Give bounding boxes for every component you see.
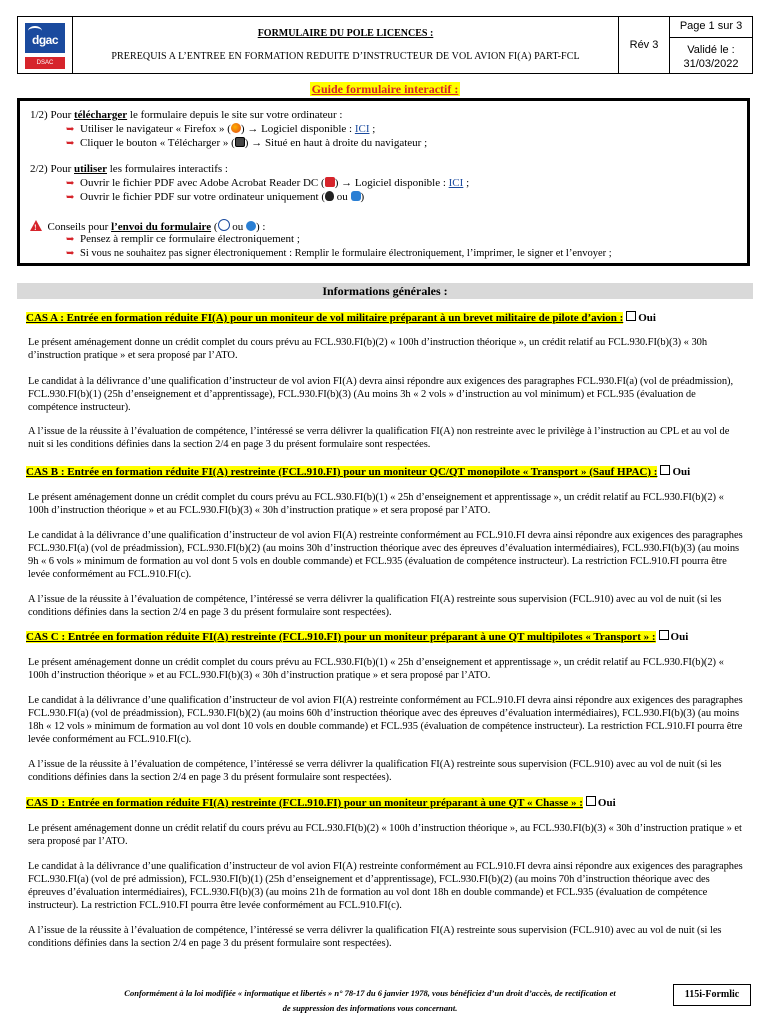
cas-b-checkbox[interactable] <box>660 465 670 475</box>
arrow-bullet-icon: ➥ <box>66 234 75 245</box>
cas-c-title: CAS C : Entrée en formation réduite FI(A) restreinte (FCL.910.FI) pour un moniteur préparant à une QT multipilotes « Transport » : <box>26 631 656 643</box>
privacy-line-1: Conformément à la loi modifiée « informatique et libertés » n° 78-17 du 6 janvier 1978, vous bénéficiez d’un droit d’accès, de rectification et <box>124 988 616 998</box>
logo-subtext: DSAC <box>25 57 65 69</box>
cas-d-heading <box>26 796 616 809</box>
arrow-bullet-icon: ➥ <box>66 248 75 259</box>
guide-step-1: 1/2) Pour télécharger le formulaire depuis le site sur votre ordinateur : <box>30 109 343 121</box>
cas-c-paragraph-1: Le présent aménagement donne un crédit complet du cours prévu au FCL.930.FI(b)(1) « 25h d’enseignement et apprentissage », un crédit relatif au FCL.930.FI(b)(2) « 100h d’instruction théorique » et au FCL.930.FI(b)(3) « 30h d’instruction pratique » et sera proposé par l’ATO. <box>28 657 724 681</box>
guide-step-2-bullet-2: ➥ Ouvrir le fichier PDF sur votre ordinateur uniquement ( ou ) <box>66 191 365 203</box>
cas-d-paragraph-2: Le candidat à la délivrance d’une qualification d’instructeur de vol avion FI(A) restreinte conformément au FCL.910.FI devra ainsi répondre aux exigences des paragraphes FCL.930.FI(a) (vol de pré admission), FCL.930.FI(b)(1) (25h d’enseignement et d’apprentissage), FCL.930.FI(b)(2) (au moins 70h d’instruction théorique avec des épreuves d’évaluation intermédiaires), FCL.930.FI(b)(3) (au moins 21h de formation au vol dont 18h en double commande) et FCL.935 (évaluation de compétence instructeur). La restriction FCL.910.FI pourra être levée conformément au FCL.910.FI(c). <box>28 861 743 911</box>
validated-date: 31/03/2022 <box>683 58 739 70</box>
cas-c-paragraph-2: Le candidat à la délivrance d’une qualification d’instructeur de vol avion FI(A) restreinte conformément au FCL.910.FI devra ainsi répondre aux exigences des paragraphes FCL.930.FI(a) (vol de préadmission), FCL.930.FI(b)(2) (au moins 60h d’instruction théorique avec des épreuves d’évaluation intermédiaires), FCL.930.FI(b)(3) (au moins 18h « 12 vols » minimum de formation au vol dont 10 vols en double commande) et FCL.935 (évaluation de compétence instructeur). La restriction FCL.910.FI pourra être levée conformément au FCL.910.FI(c). <box>28 695 743 745</box>
firefox-icon <box>231 123 241 133</box>
cas-b-title: CAS B : Entrée en formation réduite FI(A) restreinte (FCL.910.FI) pour un moniteur QC/QT monopilote « Transport » (Sauf HPAC) : <box>26 466 658 478</box>
cas-a-yes-label: Oui <box>638 312 656 324</box>
acrobat-download-link[interactable]: ICI <box>448 177 464 189</box>
cas-d-paragraph-1: Le présent aménagement donne un crédit relatif du cours prévu au FCL.930.FI(b)(2) « 100h d’instruction théorique », au FCL.930.FI(b)(3) « 30h d’instruction pratique » et sera proposé par l’ATO. <box>28 823 742 847</box>
email-at-icon <box>218 219 230 231</box>
guide-step-1-bullet-2: ➥ Cliquer le bouton « Télécharger » ( ) → Situé en haut à droite du navigateur ; <box>66 137 428 149</box>
download-icon <box>235 137 245 147</box>
cas-d-yes-label: Oui <box>597 797 616 809</box>
guide-step-1-bullet-1: ➥ Utiliser le navigateur « Firefox » ( ) → Logiciel disponible : ICI ; <box>66 123 376 135</box>
dgac-logo <box>25 23 65 71</box>
info-section-heading: Informations générales : <box>17 283 753 299</box>
header-title-cell <box>73 17 619 73</box>
guide-send-bullet-2: ➥ Si vous ne souhaitez pas signer électroniquement : Remplir le formulaire électroniquement, l’imprimer, le signer et l’envoyer ; <box>66 248 612 259</box>
cas-b-paragraph-2: Le candidat à la délivrance d’une qualification d’instructeur de vol avion FI(A) restreinte conformément au FCL.910.FI devra ainsi répondre aux exigences des paragraphes FCL.930.FI(a) (vol de préadmission), FCL.930.FI(b)(2) (au moins 30h d’instruction théorique avec des épreuves d’évaluation intermédiaires), FCL.930.FI(b)(3) (au moins 9h « 6 vols » minimum de formation au vol dont 5 vols en double commande) et FCL.935 (évaluation de compétence instructeur). La restriction FCL.910.FI pourra être levée conformément au FCL.910.FI(c). <box>28 530 743 580</box>
validated-label: Validé le : <box>687 44 735 56</box>
cas-d-checkbox[interactable] <box>586 796 596 806</box>
guide-send-bullet-1: ➥ Pensez à remplir ce formulaire électroniquement ; <box>66 233 300 245</box>
page-info-cell <box>670 17 752 73</box>
firefox-download-link[interactable]: ICI <box>354 123 370 135</box>
cas-a-paragraph-3: A l’issue de la réussite à l’évaluation de compétence, l’intéressé se verra délivrer la qualification FI(A) non restreinte avec le privilège à l’instruction au CPL et au vol de nuit si les conditions définies dans la section 2/4 en page 3 du présent formulaire sont respectées. <box>28 426 730 450</box>
cas-c-yes-label: Oui <box>670 631 689 643</box>
arrow-bullet-icon: ➥ <box>66 178 75 189</box>
cas-a-paragraph-2: Le candidat à la délivrance d’une qualification d’instructeur de vol avion FI(A) devra ainsi répondre aux exigences des paragraphes FCL.930.FI(a) (vol de préadmission), FCL.930.FI(b)(1) (25h d’enseignement et d’apprentissage), FCL.930.FI(b)(3) (Au moins 3h « 2 vols » d’instruction au vol minimum) et FCL.935 (évaluation de compétence instructeur). <box>28 376 734 413</box>
guide-box <box>17 98 750 266</box>
logo-text: dgac <box>31 33 58 47</box>
cas-a-checkbox[interactable] <box>626 311 636 321</box>
guide-step-2-bullet-1: ➥ Ouvrir le fichier PDF avec Adobe Acrobat Reader DC ( ) → Logiciel disponible : ICI ; <box>66 177 470 189</box>
guide-title: Guide formulaire interactif : <box>311 82 459 96</box>
revision-cell: Rév 3 <box>619 17 670 73</box>
cas-b-yes-label: Oui <box>672 466 691 478</box>
wing-icon <box>28 26 42 36</box>
privacy-footer <box>90 986 650 1016</box>
acrobat-icon <box>325 177 335 187</box>
windows-icon <box>351 191 361 201</box>
apple-icon <box>325 191 334 201</box>
cas-a-paragraph-1: Le présent aménagement donne un crédit complet du cours prévu au FCL.930.FI(b)(2) « 100h d’instruction théorique », un crédit relatif au FCL.930.FI(b)(3) « 30h d’instruction pratique » et sera proposé par l’ATO. <box>28 337 708 361</box>
guide-step-2: 2/2) Pour utiliser les formulaires interactifs : <box>30 163 228 175</box>
cas-b-heading <box>26 465 690 478</box>
cas-d-paragraph-3: A l’issue de la réussite à l’évaluation de compétence, l’intéressé se verra délivrer la qualification FI(A) restreinte sous supervision (FCL.910) avec au vol de nuit (si les conditions définies dans la section 2/4 en page 3 du présent formulaire sont respectées). <box>28 925 722 949</box>
cas-a-title: CAS A : Entrée en formation réduite FI(A) pour un moniteur de vol militaire préparant à un brevet militaire de pilote d’avion : <box>26 312 624 324</box>
arrow-bullet-icon: ➥ <box>66 138 75 149</box>
cas-c-paragraph-3: A l’issue de la réussite à l’évaluation de compétence, l’intéressé se verra délivrer la qualification FI(A) restreinte sous supervision (FCL.910) avec au vol de nuit (si les conditions définies dans la section 2/4 en page 3 du présent formulaire sont respectées). <box>28 759 722 783</box>
form-title: FORMULAIRE DU POLE LICENCES : <box>257 28 434 39</box>
cas-c-heading <box>26 630 688 643</box>
warning-icon <box>30 220 42 231</box>
mail-icon <box>246 221 256 231</box>
arrow-bullet-icon: ➥ <box>66 124 75 135</box>
cas-a-heading <box>26 311 656 324</box>
cas-d-title: CAS D : Entrée en formation réduite FI(A) restreinte (FCL.910.FI) pour un moniteur préparant à une QT « Chasse » : <box>26 797 583 809</box>
arrow-bullet-icon: ➥ <box>66 192 75 203</box>
cas-b-paragraph-3: A l’issue de la réussite à l’évaluation de compétence, l’intéressé se verra délivrer la qualification FI(A) restreinte sous supervision (FCL.910) avec au vol de nuit (si les conditions définies dans la section 2/4 en page 3 du présent formulaire sont respectées). <box>28 594 722 618</box>
form-subtitle: PREREQUIS A L’ENTREE EN FORMATION REDUITE D’INSTRUCTEUR DE VOL AVION FI(A) PART-FCL <box>111 51 580 62</box>
cas-c-checkbox[interactable] <box>659 630 669 640</box>
logo-cell <box>18 17 73 73</box>
page-number: Page 1 sur 3 <box>670 17 752 38</box>
form-code: 115i-Formlic <box>673 984 751 1006</box>
guide-send-advice: ! Conseils pour l’envoi du formulaire ( ou ) : <box>30 219 265 234</box>
cas-b-paragraph-1: Le présent aménagement donne un crédit complet du cours prévu au FCL.930.FI(b)(1) « 25h d’enseignement et apprentissage », un crédit relatif au FCL.930.FI(b)(2) « 100h d’instruction théorique » et au FCL.930.FI(b)(3) « 30h d’instruction pratique » et sera proposé par l’ATO. <box>28 492 724 516</box>
privacy-line-2: de suppression des informations vous concernant. <box>282 1003 458 1013</box>
document-header <box>17 16 753 74</box>
